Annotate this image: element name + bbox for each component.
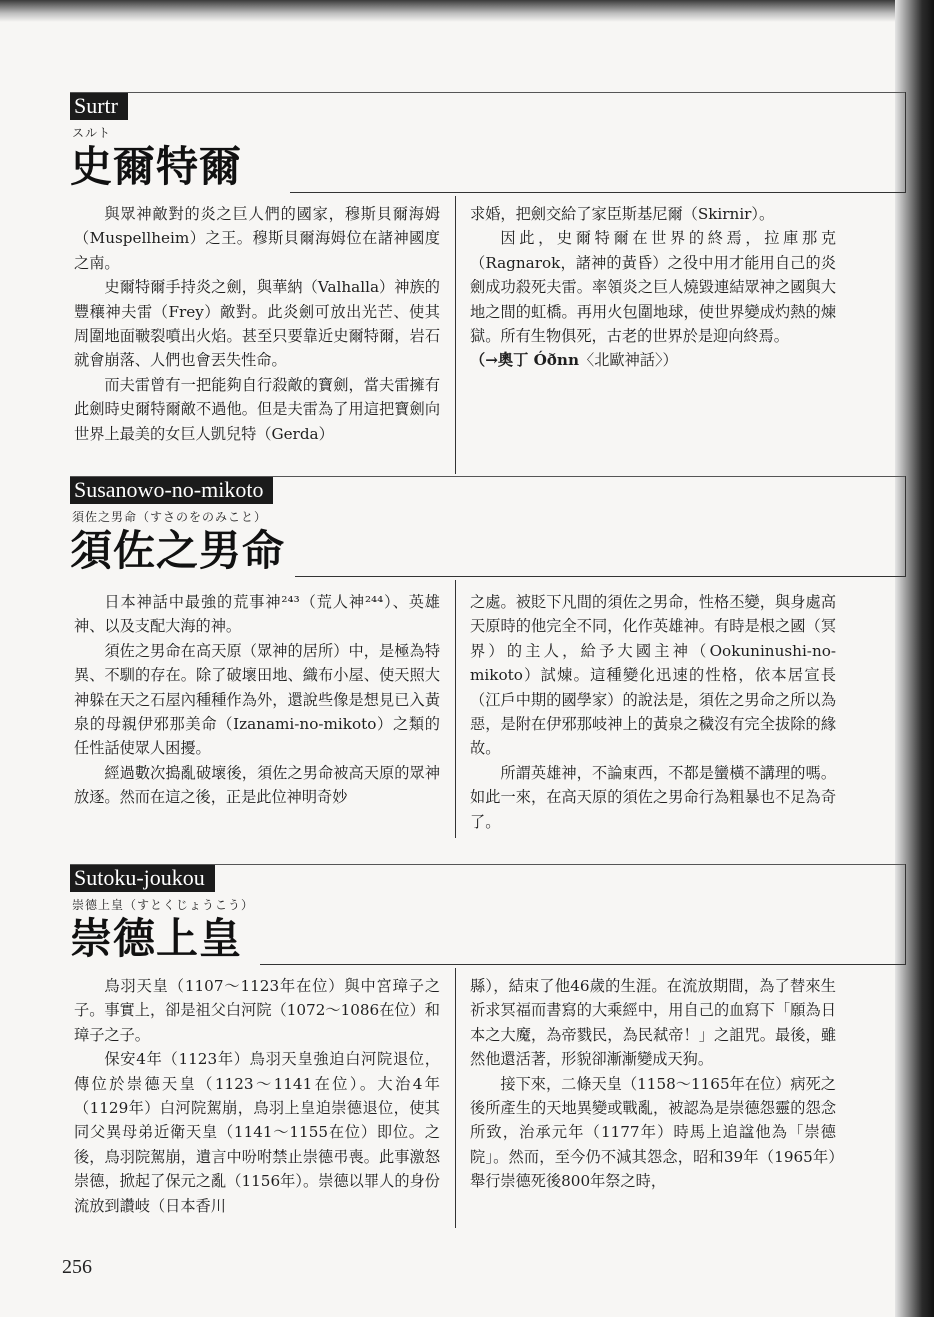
section-top-line — [70, 864, 905, 865]
column-divider — [455, 196, 456, 474]
cross-reference-tail: 〈北歐神話〉） — [579, 351, 678, 370]
left-column — [74, 202, 440, 446]
paragraph: 所謂英雄神，不論東西，不都是蠻橫不講理的嗎。如此一來，在高天原的須佐之男命行為粗暴也不足為奇了。 — [470, 763, 836, 831]
paragraph: 與眾神敵對的炎之巨人們的國家，穆斯貝爾海姆（Muspellheim）之王。穆斯貝爾海姆位在諸神國度之南。 — [74, 205, 440, 272]
cross-reference — [470, 348, 836, 372]
section-top-line — [70, 92, 905, 93]
entry-kana: 崇德上皇（すとくじょうこう） — [72, 898, 255, 912]
book-spine — [895, 0, 934, 1317]
right-column — [470, 202, 836, 373]
paragraph: 之處。被貶下凡間的須佐之男命，性格丕變，與身處高天原時的他完全不同，化作英雄神。有時是根之國（冥界）的主人，給予大國主神（Ookuninushi-no-mikoto）試煉。這種變化迅速的性格，依本居宣長（江戶中期的國學家）的說法是，須佐之男命之所以為惡，是附在伊邪那岐神上的黃泉之穢沒有完全拔除的緣故。 — [470, 593, 836, 758]
page-number: 256 — [62, 1256, 92, 1278]
title-rule — [290, 192, 905, 193]
paragraph: 縣），結束了他46歲的生涯。在流放期間，為了替來生祈求冥福而書寫的大乘經中，用自己的血寫下「願為日本之大魔，為帝戮民，為民弒帝！」之詛咒。最後，雖然他還活著，形貌卻漸漸變成天狗。 — [470, 977, 836, 1069]
entry-roman-title: Sutoku-joukou — [70, 864, 215, 892]
title-rule — [260, 964, 905, 965]
top-shadow — [0, 0, 934, 22]
paragraph: 而夫雷曾有一把能夠自行殺敵的寶劍，當夫雷擁有此劍時史爾特爾敵不過他。但是夫雷為了用這把寶劍向世界上最美的女巨人凱兒特（Gerda） — [74, 375, 440, 443]
entry-roman-title: Surtr — [70, 92, 128, 120]
paragraph: 因此，史爾特爾在世界的終焉，拉庫那克（Ragnarok，諸神的黃昏）之役中用才能用自己的炎劍成功殺死夫雷。率領炎之巨人燒毀連結眾神之國與大地之間的虹橋。再用火包圍地球，使世界變成灼熱的煉獄。所有生物俱死，古老的世界於是迎向終焉。 — [470, 229, 836, 346]
entry-kana: スルト — [72, 126, 112, 140]
title-rule — [295, 576, 905, 577]
section-right-rule — [905, 476, 906, 577]
left-column — [74, 590, 440, 810]
paragraph: 接下來，二條天皇（1158～1165年在位）病死之後所產生的天地異變或戰亂，被認為是崇德怨靈的怨念所致，治承元年（1177年）時馬上追諡他為「崇德院」。然而，至今仍不減其怨念，昭和39年（1965年）舉行崇德死後800年祭之時， — [470, 1074, 836, 1191]
entry-kana: 須佐之男命（すさのをのみこと） — [72, 510, 268, 524]
paragraph: 鳥羽天皇（1107～1123年在位）與中宮璋子之子。事實上，卻是祖父白河院（1072～1086在位）和璋子之子。 — [74, 977, 440, 1044]
paragraph: 經過數次搗亂破壞後，須佐之男命被高天原的眾神放逐。然而在這之後，正是此位神明奇妙 — [74, 763, 440, 807]
right-column — [470, 590, 836, 834]
paragraph: 須佐之男命在高天原（眾神的居所）中，是極為特異、不馴的存在。除了破壞田地、織布小屋、使天照大神躲在天之石屋內種種作為外，還說些像是想見已入黃泉的母親伊邪那美命（Izanami-no-mikoto）之類的任性話使眾人困擾。 — [74, 641, 440, 758]
entry-title: 史爾特爾 — [70, 142, 243, 191]
right-column — [470, 974, 836, 1194]
paragraph: 求婚，把劍交給了家臣斯基尼爾（Skirnir）。 — [470, 205, 775, 223]
paragraph: 保安4年（1123年）鳥羽天皇強迫白河院退位，傳位於崇德天皇（1123～1141在位）。大治4年（1129年）白河院駕崩，鳥羽上皇迫崇德退位，使其同父異母弟近衛天皇（1141～1155在位）即位。之後，鳥羽院駕崩，遺言中吩咐禁止崇德弔喪。此事激怒崇德，掀起了保元之亂（1156年）。崇德以罪人的身份流放到讚岐（日本香川 — [74, 1050, 440, 1215]
entry-title: 崇德上皇 — [70, 914, 243, 963]
column-divider — [455, 580, 456, 838]
paragraph: 史爾特爾手持炎之劍，與華納（Valhalla）神族的豐穰神夫雷（Frey）敵對。此炎劍可放出光芒、使其周圍地面皸裂噴出火焰。甚至只要靠近史爾特爾，岩石就會崩落、人們也會丟失性命。 — [74, 278, 440, 370]
cross-reference-link[interactable]: （→奧丁 Óðnn — [470, 351, 580, 370]
section-top-line — [70, 476, 905, 477]
left-column — [74, 974, 440, 1218]
section-right-rule — [905, 92, 906, 193]
column-divider — [455, 968, 456, 1228]
entry-title: 須佐之男命 — [70, 526, 286, 575]
entry-roman-title: Susanowo-no-mikoto — [70, 476, 273, 504]
paragraph: 日本神話中最強的荒事神²⁴³（荒人神²⁴⁴）、英雄神、以及支配大海的神。 — [74, 593, 440, 636]
section-right-rule — [905, 864, 906, 965]
